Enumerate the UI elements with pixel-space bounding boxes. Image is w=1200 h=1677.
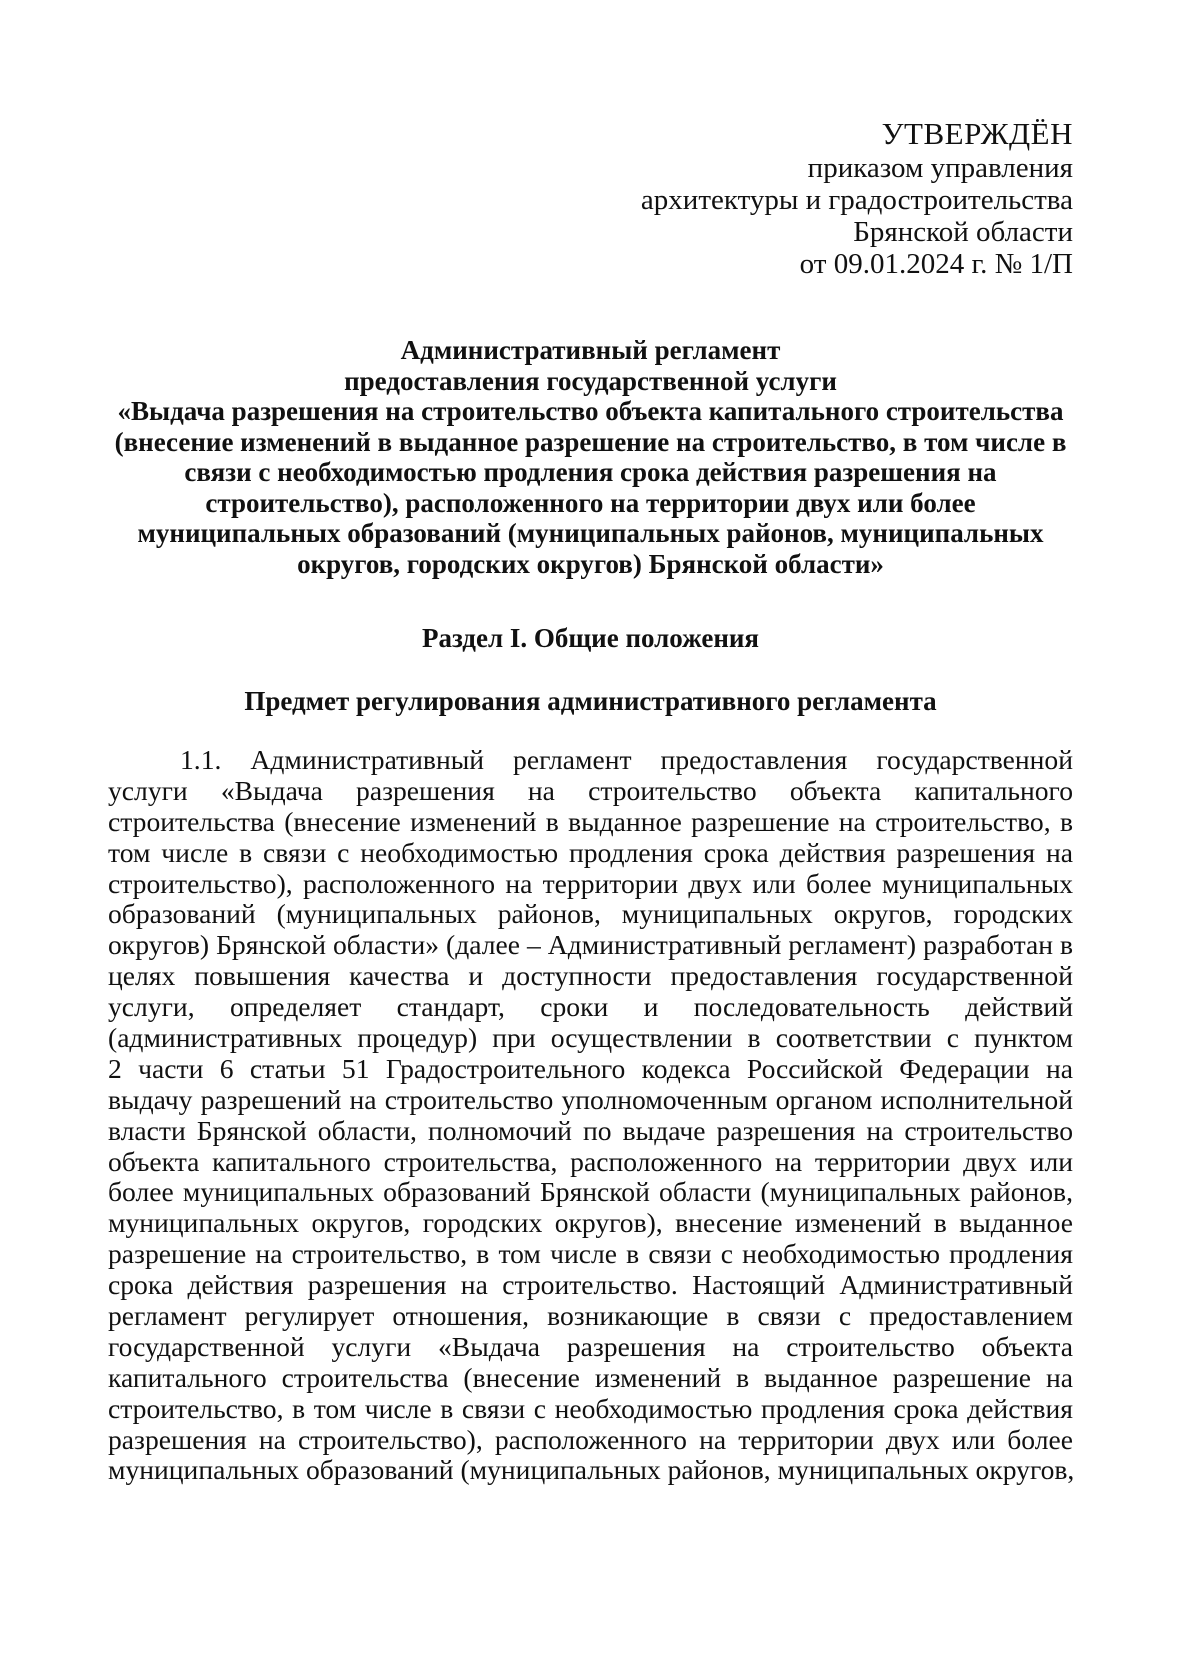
paragraph-line: строительства (внесение изменений в выданное разрешение на строительство, в [108,805,1073,837]
approval-line: Брянской области [853,216,1073,248]
section-subheading: Предмет регулирования административного регламента [244,686,937,716]
paragraph-line: строительство, в том числе в связи с необходимостью продления срока действия [108,1392,1073,1424]
paragraph-line: образований (муниципальных районов, муниципальных округов, городских [108,898,1073,930]
paragraph-line: государственной услуги «Выдача разрешения на строительство объекта [108,1330,1073,1362]
title-line: предоставления государственной услуги [344,365,837,396]
paragraph-1-1 [108,745,1073,1486]
paragraph-line: разрешения на строительство), расположенного на территории двух или более [108,1423,1073,1455]
paragraph-line: услуги, определяет стандарт, сроки и последовательность действий [108,991,1073,1023]
approval-line: приказом управления [807,152,1073,184]
paragraph-line: регламент регулирует отношения, возникающие в связи с предоставлением [108,1300,1073,1332]
title-line: (внесение изменений в выданное разрешение на строительство, в том числе в [114,426,1067,457]
paragraph-line: муниципальных округов, городских округов), внесение изменений в выданное [108,1207,1073,1239]
approval-heading: УТВЕРЖДЁН [881,116,1073,151]
paragraph-line: целях повышения качества и доступности предоставления государственной [108,960,1073,992]
paragraph-line: округов) Брянской области» (далее – Административный регламент) разработан в [108,929,1073,961]
title-line: строительство), расположенного на территории двух или более [205,487,976,518]
paragraph-line: капитального строительства (внесение изменений в выданное разрешение на [108,1361,1073,1393]
section-heading: Раздел I. Общие положения [421,623,760,653]
paragraph-line: объекта капитального строительства, расположенного на территории двух или [108,1145,1073,1177]
title-line: связи с необходимостью продления срока действия разрешения на [184,457,997,487]
paragraph-line: муниципальных образований (муниципальных районов, муниципальных округов, [108,1454,1075,1486]
approval-stamp [553,118,1073,280]
approval-line: архитектуры и градостроительства [640,184,1073,216]
paragraph-line: строительство), расположенного на территории двух или более муниципальных [108,867,1073,899]
paragraph-line: том числе в связи с необходимостью продления срока действия разрешения на [108,836,1073,868]
title-line: муниципальных образований (муниципальных районов, муниципальных [137,518,1044,548]
document-title [108,335,1073,579]
title-line: округов, городских округов) Брянской области» [297,548,884,579]
paragraph-line: срока действия разрешения на строительство. Настоящий Административный [108,1269,1073,1301]
paragraph-line: разрешение на строительство, в том числе в связи с необходимостью продления [108,1238,1073,1270]
paragraph-line: власти Брянской области, полномочий по выдаче разрешения на строительство [108,1114,1073,1146]
paragraph-line: 2 части 6 статьи 51 Градостроительного кодекса Российской Федерации на [108,1052,1073,1084]
approval-date: от 09.01.2024 г. № 1/П [799,248,1073,280]
title-line: Административный регламент [400,335,781,365]
paragraph-line: 1.1. Административный регламент предоставления государственной [180,744,1073,775]
paragraph-line: услуги «Выдача разрешения на строительство объекта капитального [108,774,1073,806]
paragraph-line: более муниципальных образований Брянской области (муниципальных районов, [108,1176,1073,1208]
paragraph-line: выдачу разрешений на строительство уполномоченным органом исполнительной [108,1083,1073,1115]
title-line: «Выдача разрешения на строительство объекта капитального строительства [117,396,1064,426]
paragraph-line: (административных процедур) при осуществлении в соответствии с пунктом [108,1022,1073,1054]
